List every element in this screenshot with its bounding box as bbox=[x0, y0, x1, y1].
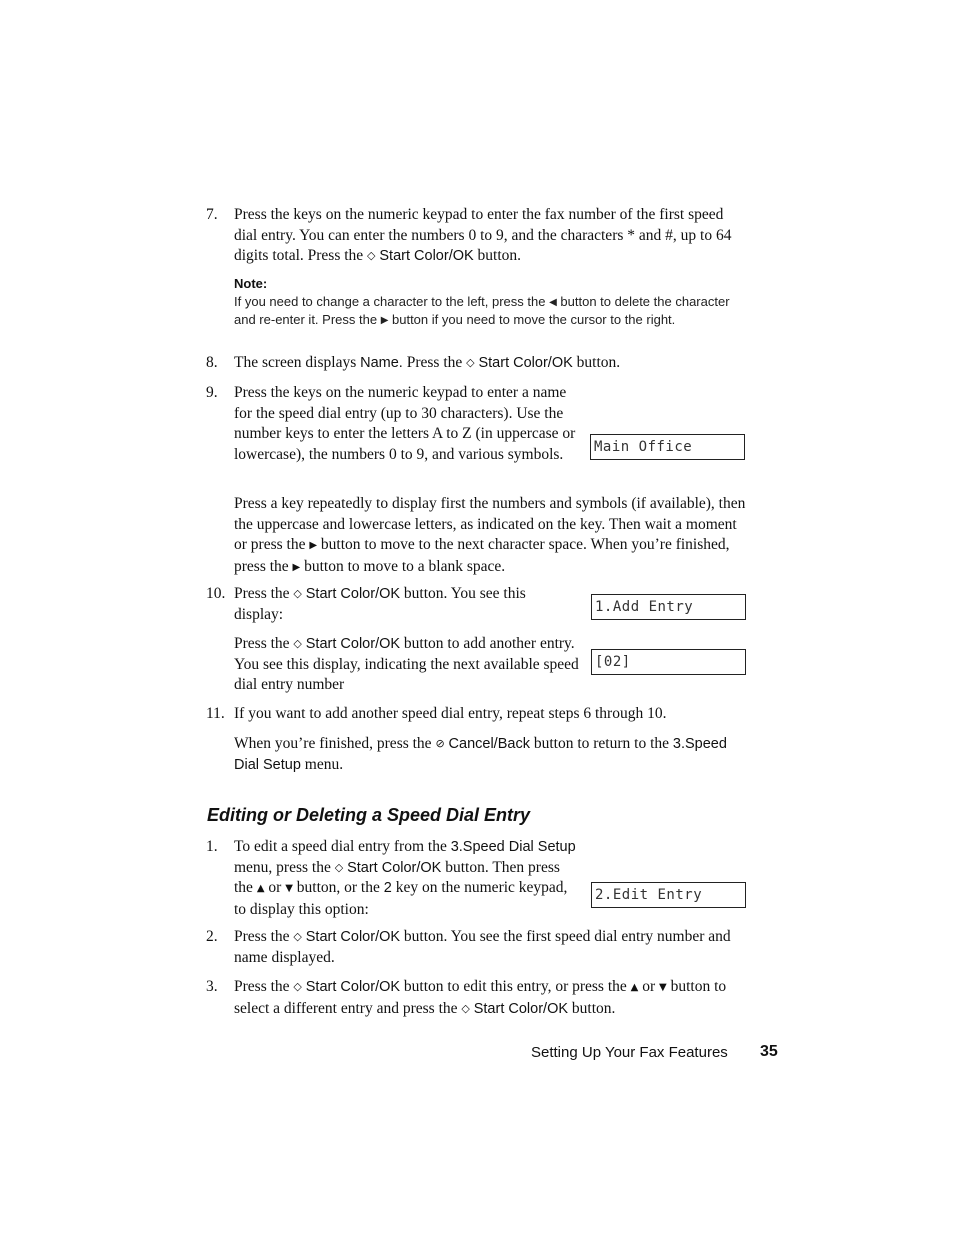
text: Press the bbox=[234, 585, 294, 602]
step-number: 3. bbox=[206, 978, 218, 995]
edit-step-3-text bbox=[234, 977, 749, 1019]
start-color-ok-label: Start Color/OK bbox=[305, 586, 401, 602]
step-number: 2. bbox=[206, 928, 218, 945]
step-7-text bbox=[234, 205, 746, 267]
lcd-display: Main Office bbox=[590, 434, 745, 460]
start-diamond-icon: ◇ bbox=[293, 637, 302, 650]
text: key on the numeric keypad, to display this option: bbox=[234, 879, 568, 918]
down-arrow-icon: ▼ bbox=[659, 982, 667, 993]
up-arrow-icon: ▲ bbox=[256, 883, 265, 894]
text: When you’re finished, press the bbox=[234, 735, 436, 752]
step-9-paragraph-2 bbox=[234, 494, 746, 578]
start-diamond-icon: ◇ bbox=[461, 1001, 470, 1015]
step-11-paragraph-2 bbox=[234, 734, 746, 775]
text: button to delete the character and re-enter it. Press the bbox=[234, 294, 730, 327]
lcd-display: 1.Add Entry bbox=[591, 594, 746, 620]
up-arrow-icon: ▲ bbox=[630, 982, 639, 993]
text: Press the bbox=[234, 635, 294, 652]
cancel-back-label: Cancel/Back bbox=[448, 736, 530, 752]
text: button if you need to move the cursor to the right. bbox=[388, 312, 676, 327]
right-arrow-icon: ▶ bbox=[380, 315, 389, 326]
menu-label: 3.Speed Dial Setup bbox=[234, 736, 727, 773]
lcd-display: 2.Edit Entry bbox=[591, 882, 746, 908]
text: button. bbox=[572, 354, 621, 371]
footer-title: Setting Up Your Fax Features bbox=[531, 1044, 728, 1061]
text: Press a key repeatedly to display first the numbers and symbols (if available), then the uppercase and lowercase letters, as indicated on the key. Then wait a moment or press the bbox=[234, 495, 746, 553]
start-color-ok-label: Start Color/OK bbox=[305, 636, 401, 652]
text: button. Then press the bbox=[234, 858, 560, 896]
down-arrow-icon: ▼ bbox=[285, 883, 293, 894]
text: button, or the bbox=[292, 879, 384, 896]
start-color-ok-label: Start Color/OK bbox=[473, 1000, 569, 1017]
start-color-ok-label: Start Color/OK bbox=[347, 859, 442, 876]
text: button to select a different entry and press the bbox=[234, 978, 727, 1017]
page-number: 35 bbox=[760, 1043, 778, 1060]
text: menu. bbox=[300, 755, 344, 773]
step-number: 1. bbox=[206, 838, 218, 855]
start-color-ok-label: Start Color/OK bbox=[478, 355, 573, 371]
text: The screen displays bbox=[234, 354, 361, 371]
start-diamond-icon: ◇ bbox=[466, 356, 475, 369]
start-diamond-icon: ◇ bbox=[293, 587, 302, 600]
cancel-stop-icon: ⊘ bbox=[435, 737, 445, 750]
text: Press the keys on the numeric keypad to enter the fax number of the first speed dial entry. You can enter the numbers 0 to 9, and the characters * and #, up to 64 digits total. Press the bbox=[234, 206, 732, 264]
text: menu, press the bbox=[234, 858, 335, 876]
text: button to return to the bbox=[529, 735, 673, 752]
step-8-text bbox=[234, 353, 746, 374]
text: or bbox=[264, 879, 286, 896]
start-diamond-icon: ◇ bbox=[334, 860, 344, 874]
section-heading: Editing or Deleting a Speed Dial Entry bbox=[207, 805, 531, 825]
step-number: 8. bbox=[206, 354, 218, 371]
text: button. bbox=[568, 999, 616, 1017]
text: button to edit this entry, or press the bbox=[400, 978, 631, 995]
text: Press the bbox=[234, 978, 294, 995]
start-color-ok-label: Start Color/OK bbox=[305, 929, 401, 945]
start-diamond-icon: ◇ bbox=[293, 930, 302, 943]
step-9-text: Press the keys on the numeric keypad to enter a name for the speed dial entry (up to 30 characters). Use the number keys to enter the letters A to Z (in uppercase or lowercase), the numbers 0 to 9, and various symbols. bbox=[234, 384, 576, 463]
lcd-display: [02] bbox=[591, 649, 746, 675]
key-label: 2 bbox=[383, 880, 392, 896]
text: button. You see this display: bbox=[234, 585, 526, 623]
step-number: 11. bbox=[206, 705, 225, 722]
left-arrow-icon: ◀ bbox=[549, 297, 557, 308]
start-color-ok-label: Start Color/OK bbox=[379, 248, 474, 264]
edit-step-2-text bbox=[234, 927, 749, 968]
text: Press the bbox=[402, 354, 467, 371]
step-11-text: If you want to add another speed dial entry, repeat steps 6 through 10. bbox=[234, 705, 667, 722]
note-label: Note: bbox=[234, 276, 268, 291]
right-arrow-icon: ▶ bbox=[309, 540, 318, 551]
edit-step-1-text bbox=[234, 837, 579, 920]
menu-label: 3.Speed Dial Setup bbox=[450, 839, 576, 855]
text: button to move to a blank space. bbox=[300, 557, 506, 575]
text: If you need to change a character to the left, press the bbox=[234, 294, 550, 309]
step-number: 7. bbox=[206, 206, 218, 223]
note-text bbox=[234, 293, 746, 329]
start-color-ok-label: Start Color/OK bbox=[305, 979, 401, 995]
step-10-paragraph-2 bbox=[234, 634, 579, 696]
text: button. bbox=[473, 247, 522, 264]
start-diamond-icon: ◇ bbox=[293, 980, 302, 993]
step-10-text bbox=[234, 584, 574, 625]
start-diamond-icon: ◇ bbox=[367, 249, 376, 262]
text: Press the bbox=[234, 928, 294, 945]
step-number: 9. bbox=[206, 384, 218, 401]
text: button. You see the first speed dial entry number and name displayed. bbox=[234, 928, 731, 966]
text: or bbox=[638, 978, 660, 995]
text: button to add another entry. You see this display, indicating the next available speed dial entry number bbox=[234, 635, 579, 693]
right-arrow-icon: ▶ bbox=[292, 561, 301, 573]
text: To edit a speed dial entry from the bbox=[234, 838, 451, 855]
step-number: 10. bbox=[206, 585, 226, 602]
text: button to move to the next character space. When you’re finished, press the bbox=[234, 536, 730, 575]
screen-name-label: Name. bbox=[360, 355, 403, 371]
